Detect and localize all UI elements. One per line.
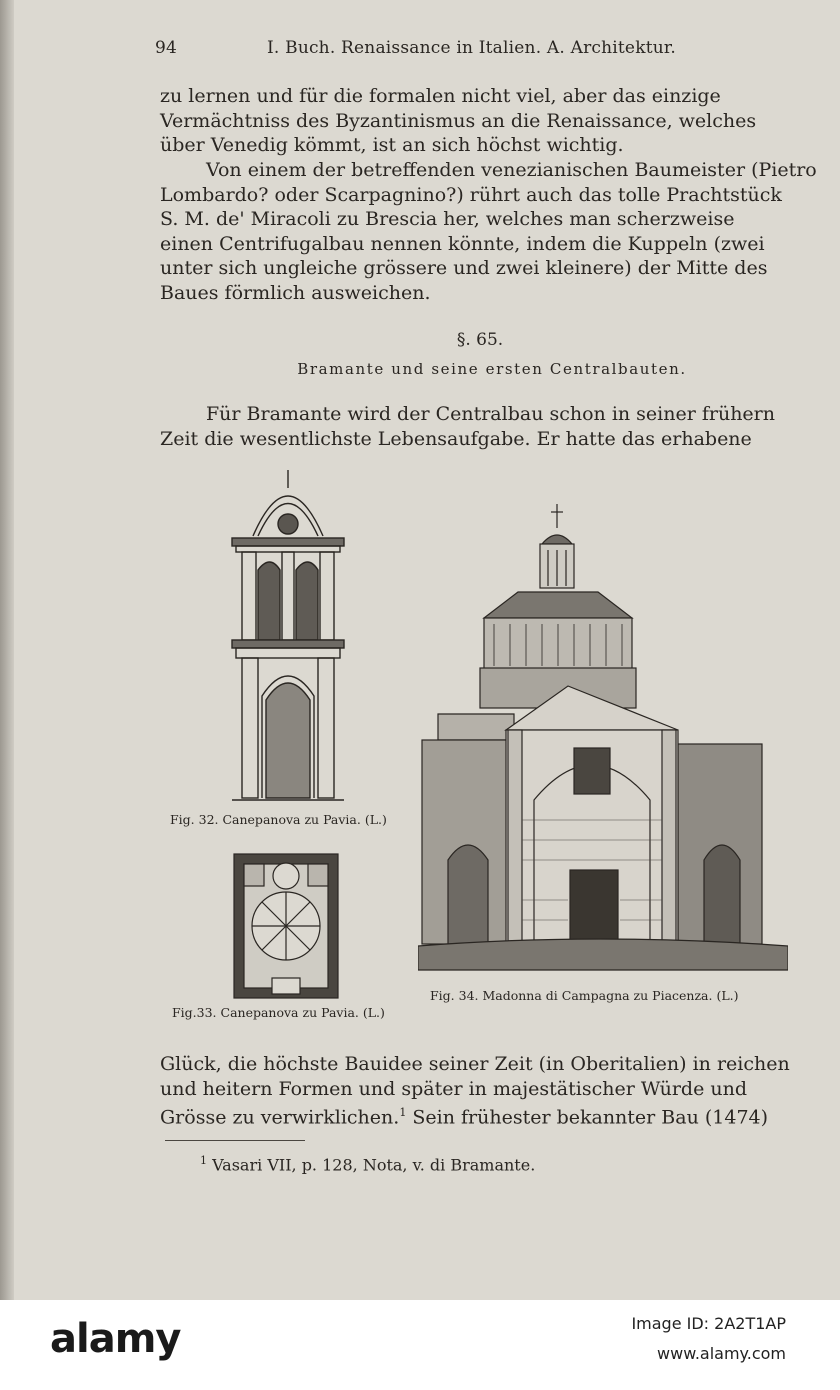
- paragraph-1: zu lernen und für die formalen nicht viel, aber das einzige Vermächtniss des Byzantinismus an die Renaissance, welches über Venedig kömmt, ist an sich höchst wichtig.: [160, 85, 757, 156]
- paragraph-4-tail: Sein frühester bekannter Bau (1474): [406, 1106, 769, 1129]
- figure-34-caption: Fig. 34. Madonna di Campagna zu Piacenza. (L.): [430, 988, 739, 1003]
- footnote-divider: [165, 1140, 305, 1141]
- figure-33-caption: Fig.33. Canepanova zu Pavia. (L.): [172, 1005, 385, 1020]
- page-number: 94: [155, 38, 178, 58]
- footnote-marker: 1: [200, 1154, 207, 1167]
- footnote: [200, 1154, 535, 1174]
- image-id: Image ID: 2A2T1AP: [631, 1314, 786, 1333]
- figure-34-church-engraving: [418, 500, 788, 980]
- section-number: §. 65.: [456, 330, 504, 350]
- paragraph-4: [160, 1052, 824, 1130]
- footnote-reference: 1: [399, 1106, 407, 1119]
- alamy-logo: alamy: [50, 1316, 181, 1362]
- figure-33-floor-plan: [232, 852, 340, 1000]
- running-title: I. Buch. Renaissance in Italien. A. Architektur.: [267, 38, 676, 58]
- section-title: Bramante und seine ersten Centralbauten.: [297, 360, 687, 378]
- footnote-text: Vasari VII, p. 128, Nota, v. di Bramante.: [212, 1155, 536, 1175]
- paragraph-4-text: Glück, die höchste Bauidee seiner Zeit (in Oberitalien) in reichen und heitern Formen und später in majestätischer Würde und Grösse zu verwirklichen.: [160, 1053, 790, 1129]
- paragraph-3: Für Bramante wird der Centralbau schon in seiner frühern Zeit die wesentlichste Lebensaufgabe. Er hatte das erhabene: [160, 403, 775, 450]
- figure-32-elevation-drawing: [228, 466, 348, 804]
- site-url: www.alamy.com: [657, 1344, 786, 1363]
- figure-32-caption: Fig. 32. Canepanova zu Pavia. (L.): [170, 812, 387, 827]
- paragraph-2: Von einem der betreffenden venezianischen Baumeister (Pietro Lombardo? oder Scarpagnino?) rührt auch das tolle Prachtstück S. M. de' Miracoli zu Brescia her, welches man scherzweise einen Centrifugalbau nennen könnte, indem die Kuppeln (zwei unter sich ungleiche grössere und zwei kleinere) der Mitte des Baues förmlich ausweichen.: [160, 159, 817, 304]
